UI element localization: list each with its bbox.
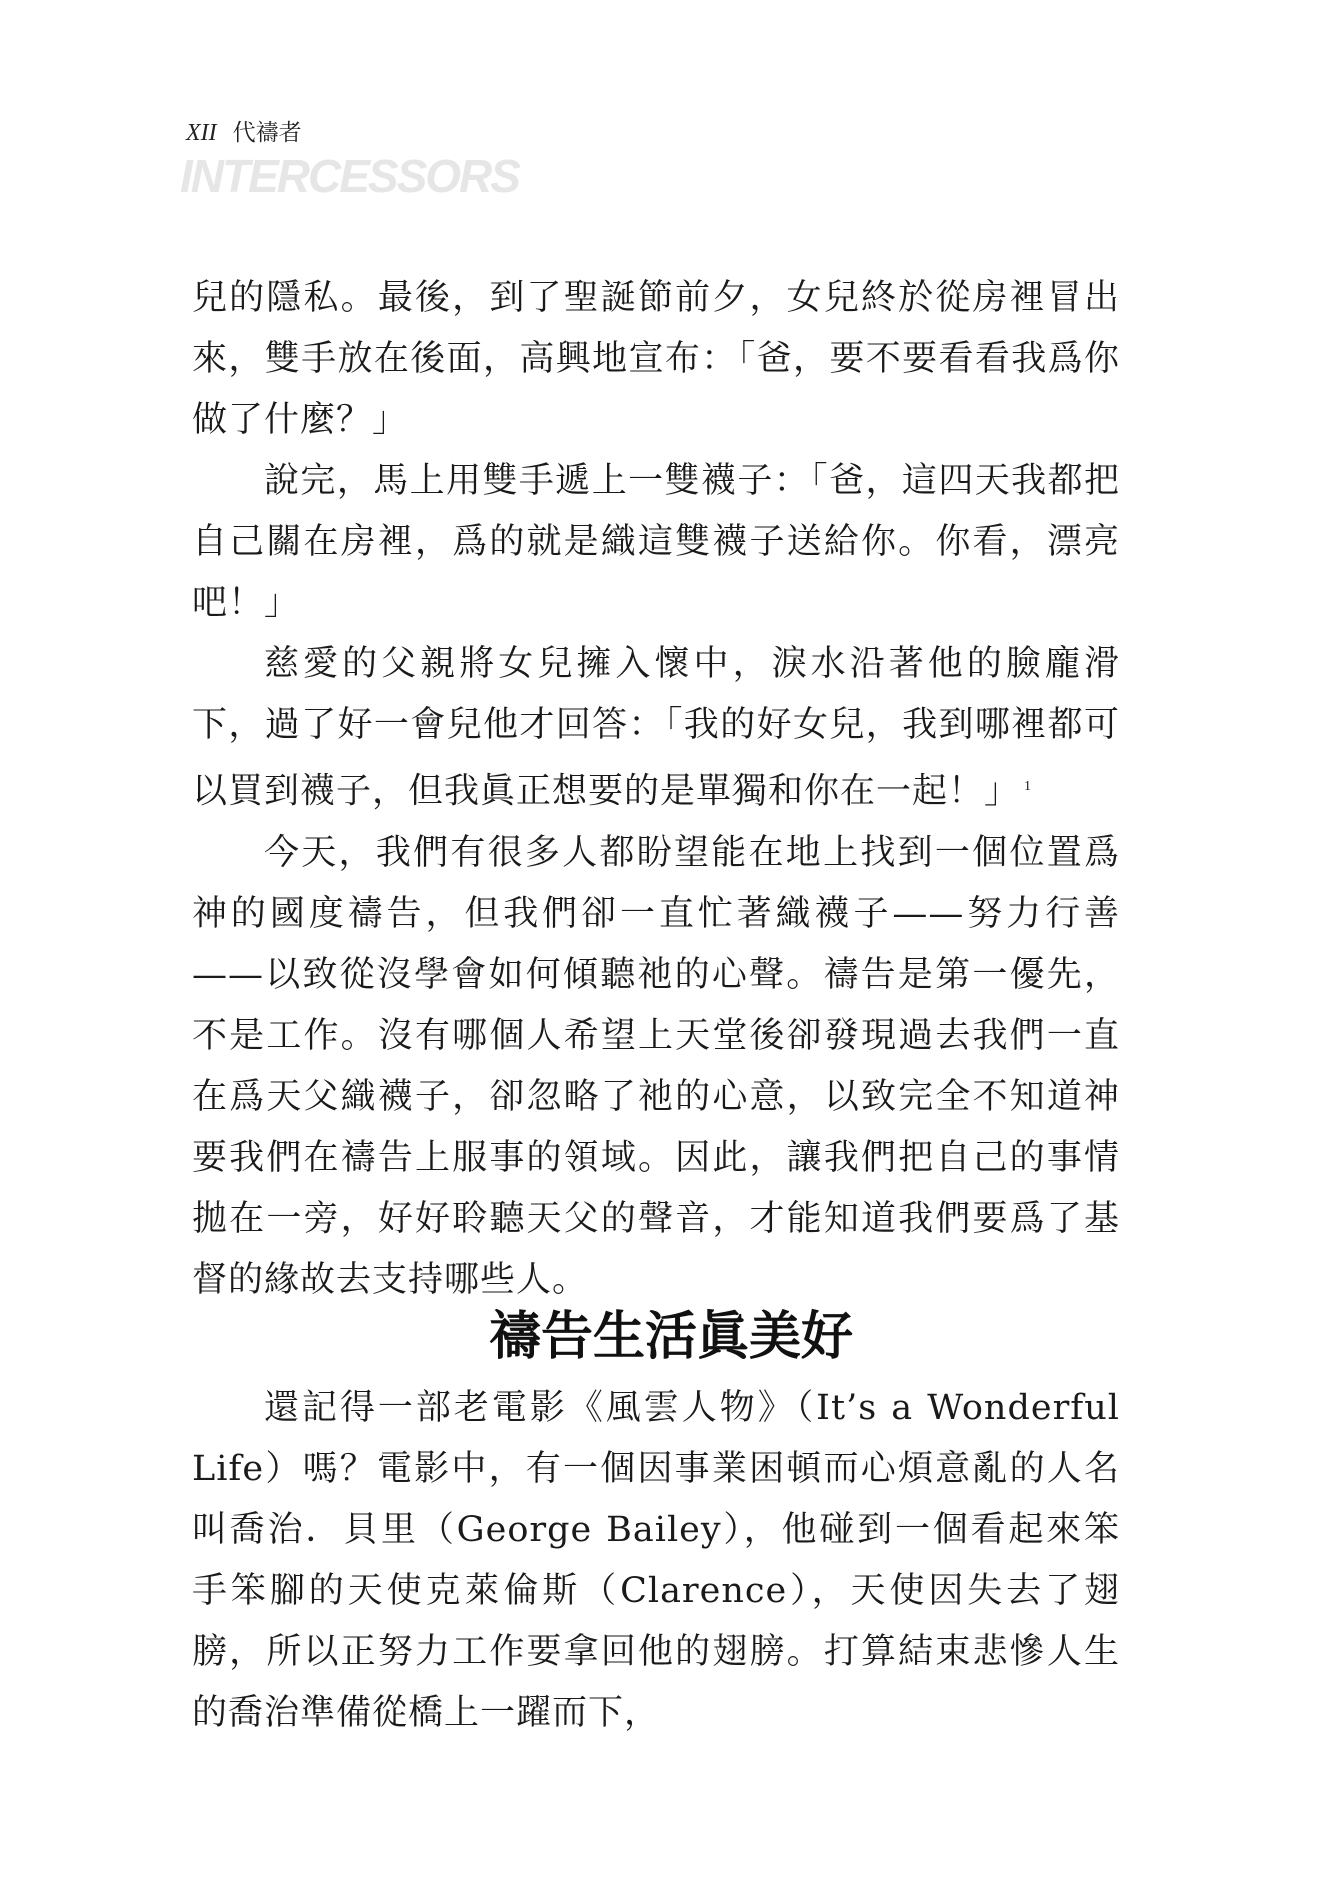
footnote-reference: 1 <box>1024 779 1033 794</box>
book-title-watermark: INTERCESSORS <box>180 150 519 202</box>
book-title: 代禱者 <box>232 120 302 146</box>
section-heading: 禱告生活眞美好 <box>488 1306 853 1368</box>
paragraph: 還記得一部老電影《風雲人物》（It’s a Wonderful Life）嗎？電影中，有一個因事業困頓而心煩意亂的人名叫喬治．貝里（George Bailey），他碰到一個看起來笨手笨腳的天使克萊倫斯（Clarence），天使因失去了翅膀，所以正努力工作要拿回他的翅膀。打算結束悲慘人生的喬治準備從橋上一躍而下， <box>192 1388 1120 1733</box>
paragraph: 今天，我們有很多人都盼望能在地上找到一個位置爲神的國度禱告，但我們卻一直忙著織襪子——努力行善——以致從沒學會如何傾聽祂的心聲。禱告是第一優先，不是工作。沒有哪個人希望上天堂後卻發現過去我們一直在爲天父織襪子，卻忽略了祂的心意，以致完全不知道神要我們在禱告上服事的領域。因此，讓我們把自己的事情拋在一旁，好好聆聽天父的聲音，才能知道我們要爲了基督的緣故去支持哪些人。 <box>192 832 1120 1300</box>
paragraph-text: 慈愛的父親將女兒擁入懷中，淚水沿著他的臉龐滑下，過了好一會兒他才回答：「我的好女兒，我到哪裡都可以買到襪子，但我眞正想要的是單獨和你在一起！」 <box>192 644 1120 812</box>
paragraph <box>192 634 1120 823</box>
body-text-block-1 <box>192 268 1120 1311</box>
chapter-number: XII <box>186 120 217 146</box>
paragraph: 說完，馬上用雙手遞上一雙襪子：「爸，這四天我都把自己關在房裡，爲的就是織這雙襪子送給你。你看，漂亮吧！」 <box>192 461 1120 623</box>
paragraph: 兒的隱私。最後，到了聖誕節前夕，女兒終於從房裡冒出來，雙手放在後面，高興地宣布：「爸，要不要看看我爲你做了什麼？」 <box>192 278 1120 440</box>
running-head <box>186 118 302 148</box>
body-text-block-2 <box>192 1378 1120 1744</box>
